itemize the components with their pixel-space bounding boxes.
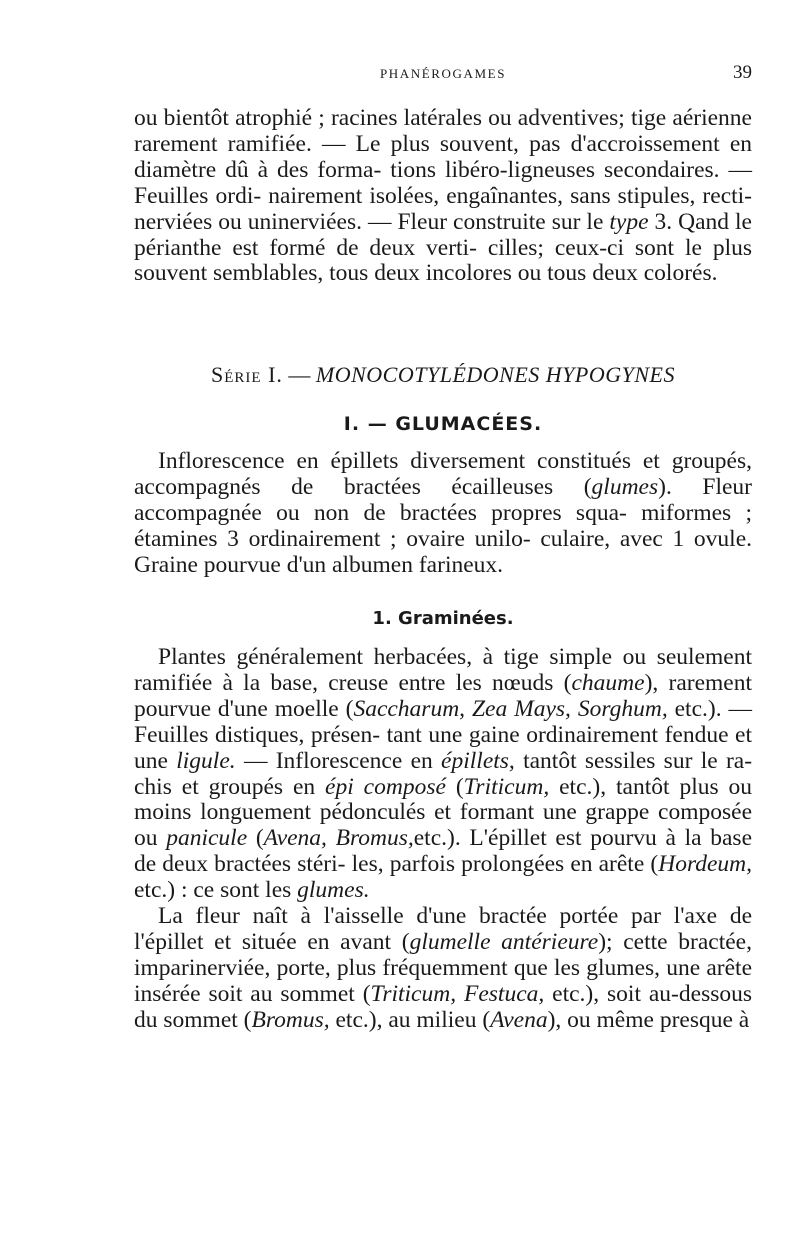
text-italic: glumes. [297,877,370,904]
text-italic: Avena, Bromus, [263,825,414,852]
text-italic: Hordeum, [658,851,752,878]
text-line: une grappe composée ou [134,799,752,852]
family-heading: 1. Graminées. [372,608,514,629]
text-line: tant une gaine ordinairement fendue et une [134,721,752,774]
running-title: PHANÉROGAMES [379,66,507,81]
text-line: Inflorescence en épillets diversement constitués et [158,448,660,474]
section-heading: I. — GLUMACÉES. [343,413,543,435]
text-line: l'axe de l'épillet et située en avant ( [134,903,753,955]
text-italic: Avena [490,1006,548,1033]
graminees-paragraph-2 [134,904,752,1034]
text-line: ( [445,773,464,800]
text-italic: ligule. [176,747,236,774]
series-label: Série I. [211,362,283,387]
text-line: plus ou moins longuement pédonculés et formant [134,773,753,826]
text-line: ou bientôt atrophié ; racines latérales ou adventives; [134,105,625,131]
text-line: chis et groupés en [134,773,326,800]
text-line: culaire, avec 1 ovule. Graine pourvue d'un albumen [134,525,752,578]
text-line: farineux. [418,551,504,578]
text-line: nerviées ou uninerviées. — Fleur construite sur le [134,208,604,235]
text-italic: Bromus, [251,1006,330,1033]
series-title: MONOCOTYLÉDONES HYPOGYNES [315,362,675,387]
text-line: La fleur naît à l'aisselle d'une bractée portée par [158,903,661,930]
text-italic: Triticum, [463,773,550,800]
text-line: ), rarement pourvue d'une moelle ( [134,669,753,722]
text-line: seulement ramifiée à la base, creuse entre les nœuds [134,644,752,696]
text-line: ), ou même presque à [547,1006,750,1033]
text-line: etc.). [413,825,461,852]
text-line: Fleur accompagnée ou non de bractées propres squa- [134,473,752,526]
text-italic: glumes [591,473,659,500]
text-line: ( [563,669,572,696]
running-header [134,62,752,86]
text-line: cette bractée, imparinerviée, porte, plus fréquemment [134,928,752,981]
text-line: pas d'accroissement en diamètre dû à des forma- [134,130,752,183]
text-line: nairement isolées, engaînantes, sans stipules, recti- [268,182,753,209]
text-line: etc.), au milieu ( [329,1006,491,1033]
intro-paragraph [134,106,752,287]
text-line: etc.), tantôt [549,773,670,800]
text-italic: chaume [571,669,645,696]
text-line: etc.). — Feuilles distiques, présen- [134,695,752,748]
text-line: L'épillet est pourvu à la base de deux bractées stéri- [134,825,753,878]
glumacees-paragraph [134,449,752,579]
text-line: tige aérienne rarement ramifiée. — Le plus souvent, [134,105,752,157]
text-line: miformes ; étamines 3 ordinairement ; ovaire unilo- [134,499,752,552]
text-line: sont les [220,877,298,904]
text-italic: Triticum, Festuca, [370,980,545,1007]
text-line: ). [658,473,672,500]
text-line: groupés, accompagnés de bractées écailleuses ( [134,448,753,500]
text-italic: glumelle antérieure [409,928,599,955]
text-line: tantôt sessiles sur le ra- [514,747,753,774]
text-line: Plantes généralement herbacées, à tige simple ou [158,644,647,670]
text-italic: type [609,208,649,235]
text-line: ( [243,1006,252,1033]
text-italic: Saccharum, [353,695,466,722]
text-line: — Inflorescence en [243,747,442,774]
text-line: ); [598,928,613,955]
text-line: ( [247,825,264,852]
text-italic: épi composé [325,773,446,800]
text-italic: Zea Mays, Sorghum, [471,695,668,722]
graminees-paragraph-1 [134,645,752,904]
page-number: 39 [733,62,752,83]
text-line: 3. Qand le périanthe est formé de deux verti- [134,208,752,261]
graminees-text [134,645,752,1034]
text-line: ( [362,980,371,1007]
text-line: tions libéro-ligneuses secondaires. — Feuilles ordi- [134,156,752,209]
text-italic: épillets, [441,747,515,774]
series-dash: — [282,362,316,387]
text-line: que les glumes, une arête insérée soit au sommet [134,954,753,1007]
text-line: etc.), soit au-dessous du sommet [134,980,753,1033]
text-line: les, parfois prolongées en arête ( [351,851,659,878]
text-line: etc.) : ce [134,877,215,904]
text-line: deux incolores ou tous deux colorés. [374,260,718,287]
text-italic: panicule [166,825,248,852]
text-line: cilles; ceux-ci sont le plus souvent semblables, tous [134,234,752,287]
series-heading [134,362,752,388]
